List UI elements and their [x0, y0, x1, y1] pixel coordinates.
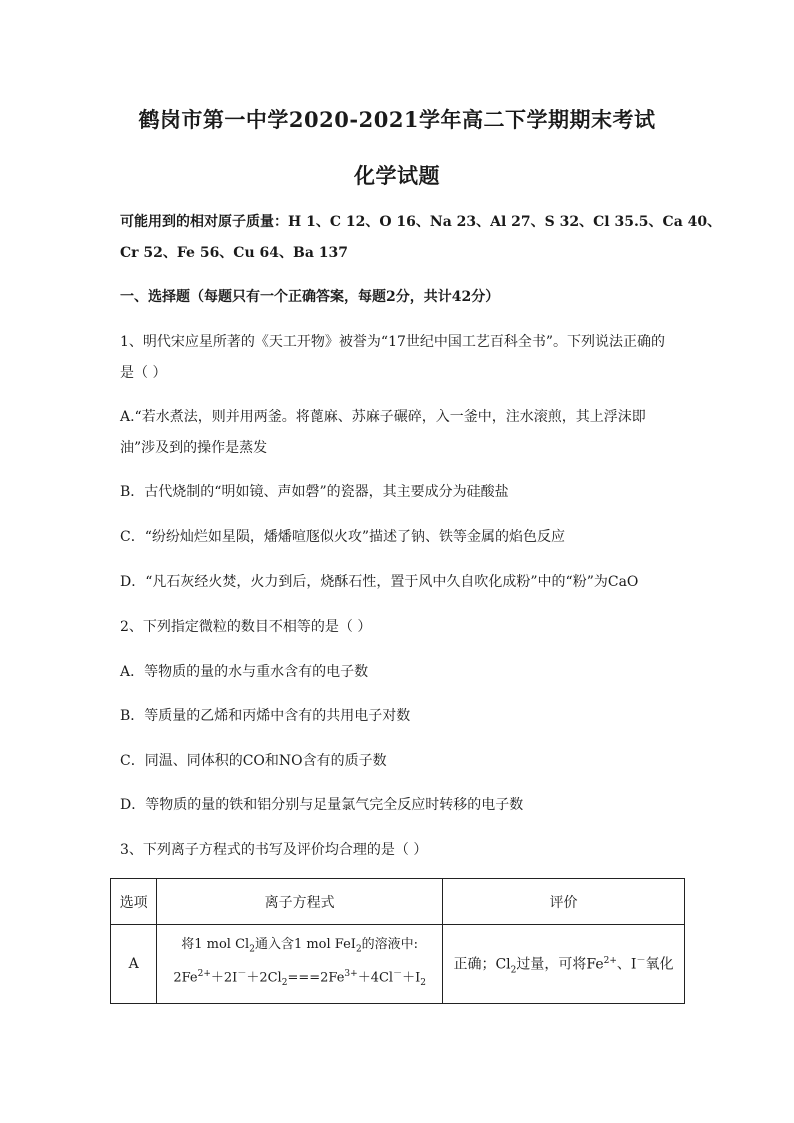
- q1-stem-line-1: 1、明代宋应星所著的《天工开物》被誉为“17世纪中国工艺百科全书”。下列说法正确的: [120, 334, 666, 350]
- row-option-label: A: [111, 925, 157, 1004]
- subscript: 2: [249, 944, 255, 955]
- q1-stem-line-2: 是（ ）: [120, 365, 167, 381]
- q2-option-a: A．等物质的量的水与重水含有的电子数: [120, 664, 369, 680]
- comment-part: 正确；Cl: [453, 956, 511, 973]
- q1-option-b: B．古代烧制的“明如镜、声如磬”的瓷器，其主要成分为硅酸盐: [120, 484, 509, 500]
- q1-option-a-line-2: 油”涉及到的操作是蒸发: [120, 440, 268, 456]
- q2-option-b: B．等质量的乙烯和丙烯中含有的共用电子对数: [120, 708, 411, 724]
- subscript: 2: [281, 977, 288, 988]
- superscript: －: [237, 968, 247, 979]
- subscript: 2: [355, 944, 362, 955]
- eq-part: ===2Fe: [287, 970, 345, 986]
- ionic-equation: [158, 962, 441, 995]
- section-heading: 一、选择题（每题只有一个正确答案，每题2分，共计42分）: [120, 289, 500, 305]
- comment-part: 过量，可将Fe: [516, 956, 604, 973]
- desc-part: 的溶液中:: [361, 937, 419, 953]
- exam-subtitle: 化学试题: [354, 163, 440, 188]
- superscript: 3+: [344, 968, 358, 979]
- equation-description: [158, 933, 441, 962]
- comment-part: 氧化: [645, 956, 674, 973]
- eq-part: ＋2Cl: [246, 970, 282, 986]
- col-header-equation: 离子方程式: [157, 879, 443, 925]
- desc-part: 将1 mol Cl: [181, 937, 250, 953]
- q3-stem: 3、下列离子方程式的书写及评价均合理的是（ ）: [120, 842, 428, 858]
- eq-part: ＋2I: [210, 970, 238, 986]
- eq-part: ＋4Cl: [357, 970, 394, 986]
- q1-option-c: C．“纷纷灿烂如星陨，燔燔喧豗似火攻”描述了钠、铁等金属的焰色反应: [120, 529, 566, 545]
- eq-part: 2Fe: [173, 970, 198, 986]
- atomic-masses-line-2: Cr 52、Fe 56、Cu 64、Ba 137: [120, 245, 348, 261]
- q1-option-d: D．“凡石灰经火焚，火力到后，烧酥石性，置于风中久自吹化成粉”中的“粉”为CaO: [120, 574, 639, 590]
- superscript: －: [393, 968, 403, 979]
- atomic-masses-line-1: 可能用到的相对原子质量：H 1、C 12、O 16、Na 23、Al 27、S 32、Cl 35.5、Ca 40、: [120, 214, 722, 230]
- q3-table: [110, 878, 685, 1004]
- row-equation-cell: [157, 925, 443, 1004]
- subscript: 2: [510, 965, 517, 976]
- table-row: [111, 925, 685, 1004]
- superscript: 2+: [197, 968, 211, 979]
- col-header-option: 选项: [111, 879, 157, 925]
- superscript: 2+: [603, 955, 617, 966]
- q2-stem: 2、下列指定微粒的数目不相等的是（ ）: [120, 619, 372, 635]
- q2-option-c: C．同温、同体积的CO和NO含有的质子数: [120, 753, 387, 769]
- comment-part: 、I: [616, 956, 637, 973]
- superscript: －: [636, 955, 646, 966]
- q2-option-d: D．等物质的量的铁和铝分别与足量氯气完全反应时转移的电子数: [120, 797, 524, 813]
- row-evaluation-cell: [442, 925, 684, 1004]
- col-header-evaluation: 评价: [442, 879, 684, 925]
- desc-part: 通入含1 mol FeI: [254, 937, 356, 953]
- q1-option-a-line-1: A.“若水煮法，则并用两釜。将蓖麻、苏麻子碾碎，入一釜中，注水滚煎，其上浮沫即: [120, 409, 646, 425]
- table-header-row: [111, 879, 685, 925]
- eq-part: ＋I: [402, 970, 421, 986]
- subscript: 2: [420, 977, 426, 988]
- exam-title: 鹤岗市第一中学2020-2021学年高二下学期期末考试: [138, 107, 656, 132]
